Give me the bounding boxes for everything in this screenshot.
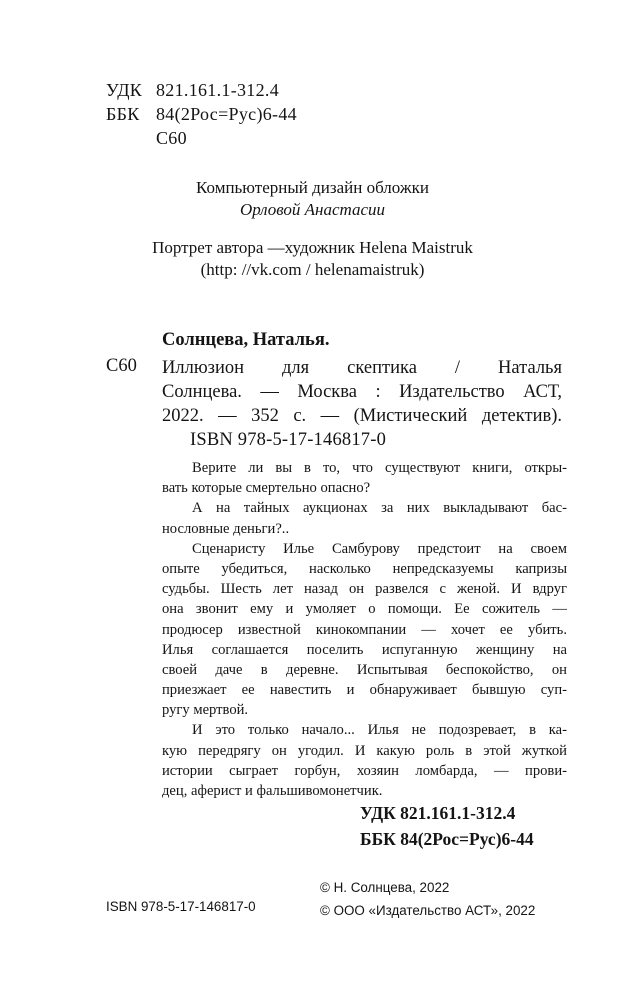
cover-designer-name: Орловой Анастасии bbox=[239, 200, 386, 219]
annotation-line: она звонит ему и умоляет о помощи. Ее сожитель — bbox=[162, 601, 567, 618]
annotation-line: продюсер известной кинокомпании — хочет ее убить. bbox=[162, 621, 567, 638]
bbk-bottom: ББК 84(2Рос=Рус)6-44 bbox=[360, 829, 534, 849]
udk-row bbox=[106, 78, 297, 102]
annotation-line: нословные деньги?.. bbox=[162, 520, 290, 537]
udk-bottom: УДК 821.161.1-312.4 bbox=[360, 803, 516, 823]
bbk-value: 84(2Рос=Рус)6-44 bbox=[156, 104, 297, 124]
annotation-line: ругу мертвой. bbox=[162, 702, 249, 719]
annotation-line: вать которые смертельно опасно? bbox=[162, 480, 371, 497]
footer-isbn: ISBN 978-5-17-146817-0 bbox=[106, 899, 256, 914]
annotation-line: кую передрягу он угодил. И какую роль в этой жуткой bbox=[162, 742, 567, 759]
isbn-entry: ISBN 978-5-17-146817-0 bbox=[190, 430, 387, 450]
bbk-row bbox=[106, 102, 297, 126]
annotation-line: приезжает ее навестить и обнаруживает бывшую суп- bbox=[162, 682, 567, 699]
author-heading: Солнцева, Наталья. bbox=[162, 330, 330, 350]
classification-top bbox=[106, 78, 297, 150]
bbk-label: ББК bbox=[106, 104, 140, 124]
copyright-author: © Н. Солнцева, 2022 bbox=[320, 880, 450, 895]
author-code-entry: С60 bbox=[106, 356, 137, 376]
annotation-line: Илья соглашается поселить испуганную женщину на bbox=[162, 641, 567, 658]
annotation-line: Верите ли вы в то, что существуют книги, откры- bbox=[192, 460, 567, 476]
portrait-credit bbox=[100, 237, 525, 281]
annotation-line: судьбы. Шесть лет назад он развелся с женой. И вдруг bbox=[162, 581, 567, 598]
annotation bbox=[162, 458, 567, 801]
udk-value: 821.161.1-312.4 bbox=[156, 80, 279, 100]
author-code-top: С60 bbox=[156, 128, 187, 148]
biblio-line: 2022. — 352 с. — (Мистический детектив). bbox=[162, 406, 562, 426]
portrait-link: (http: //vk.com / helenamaistruk) bbox=[200, 260, 425, 279]
annotation-line: И это только начало... Илья не подозревает, в ка- bbox=[192, 722, 567, 739]
bibliographic-description bbox=[162, 356, 562, 428]
portrait-line: Портрет автора —художник Helena Maistruk bbox=[152, 238, 473, 257]
cover-design-credit bbox=[100, 177, 525, 221]
annotation-line: А на тайных аукционах за них выкладывают бас- bbox=[192, 500, 567, 517]
annotation-line: дец, аферист и фальшивомонетчик. bbox=[162, 783, 383, 799]
annotation-line: Сценаристу Илье Самбурову предстоит на своем bbox=[192, 540, 567, 557]
copyright-publisher: © ООО «Издательство АСТ», 2022 bbox=[320, 903, 536, 918]
biblio-line: Солнцева. — Москва : Издательство АСТ, bbox=[162, 382, 562, 402]
annotation-line: своей даче в деревне. Испытывая беспокойство, он bbox=[162, 661, 567, 678]
copyright-block bbox=[320, 876, 535, 922]
annotation-line: опыте убедиться, насколько непредсказуемы капризы bbox=[162, 560, 567, 577]
biblio-line: Иллюзион для скептика / Наталья bbox=[162, 358, 562, 378]
annotation-line: истории сыграет горбун, хозяин ломбарда, — прови- bbox=[162, 762, 567, 779]
classification-bottom bbox=[360, 800, 534, 852]
cover-design-line: Компьютерный дизайн обложки bbox=[196, 178, 429, 197]
udk-label: УДК bbox=[106, 80, 143, 100]
